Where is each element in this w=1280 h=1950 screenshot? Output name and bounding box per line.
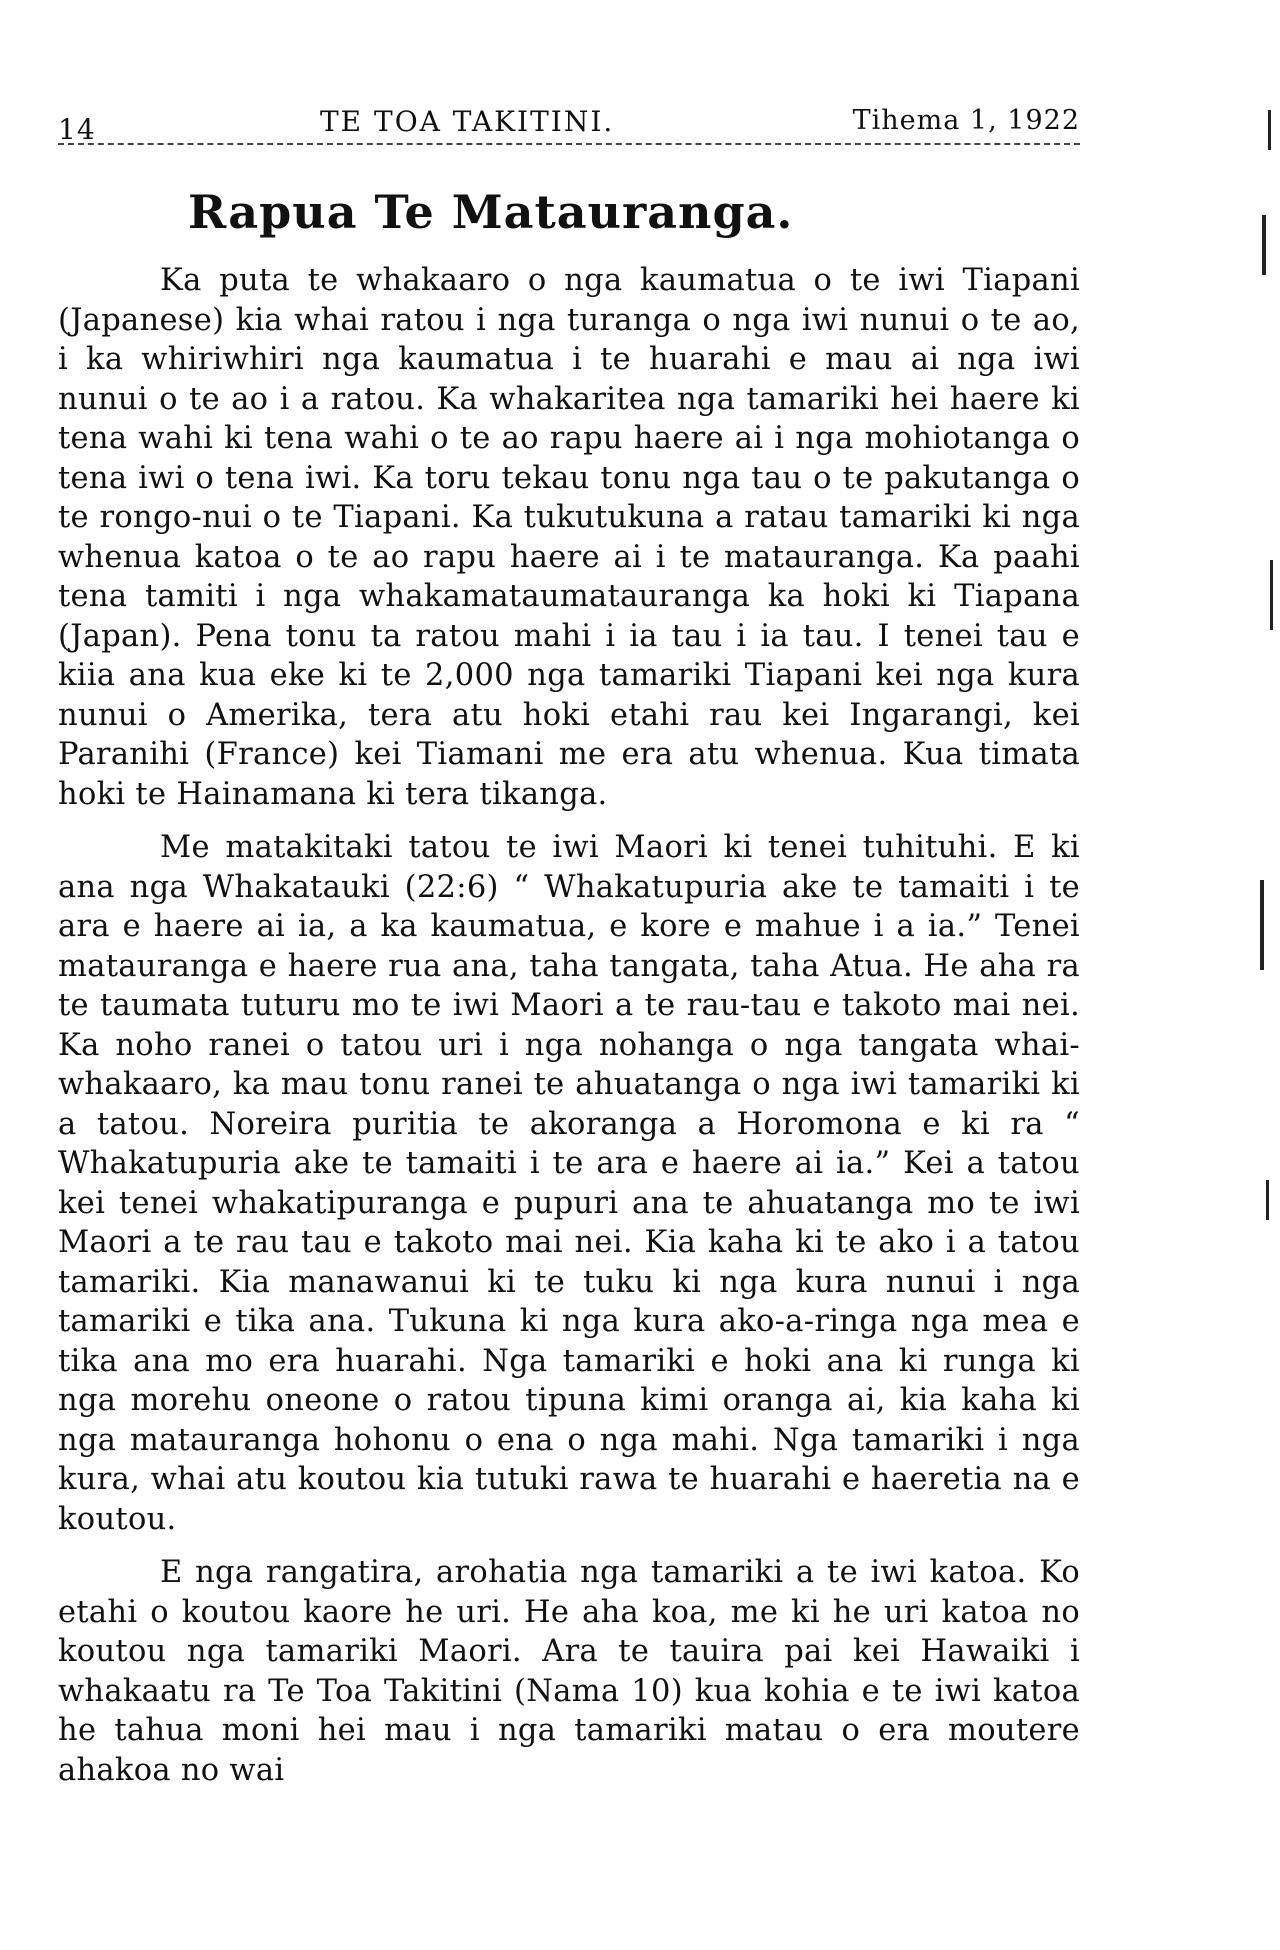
issue-date: Tihema 1, 1922 bbox=[852, 105, 1080, 136]
newspaper-page bbox=[58, 95, 1080, 1804]
article-paragraph: Ka puta te whakaaro o nga kaumatua o te iwi Tiapani (Japanese) kia whai ratou i nga turanga o nga iwi nunui o te ao, i ka whiriwhiri nga kaumatua i te huarahi e mau ai nga iwi nunui o te ao i a ratou. Ka whakaritea nga tamariki hei haere ki tena wahi ki tena wahi o te ao rapu haere ai i nga mohiotanga o tena iwi o tena iwi. Ka toru tekau tonu nga tau o te pakutanga o te rongo-nui o te Tiapani. Ka tukutukuna a ratau tamariki ki nga whenua katoa o te ao rapu haere ai i te matauranga. Ka paahi tena tamiti i nga whakamataumatauranga ka hoki ki Tiapana (Japan). Pena tonu ta ratou mahi i ia tau i ia tau. I tenei tau e kiia ana kua eke ki te 2,000 nga tamariki Tiapani kei nga kura nunui o Amerika, tera atu hoki etahi rau kei Ingarangi, kei Paranihi (France) kei Tiamani me era atu whenua. Kua timata hoki te Hainamana ki tera tikanga. bbox=[58, 263, 1080, 812]
page-number: 14 bbox=[58, 113, 96, 146]
running-title: TE TOA TAKITINI. bbox=[320, 105, 615, 138]
article-paragraph: E nga rangatira, arohatia nga tamariki a te iwi katoa. Ko etahi o koutou kaore he uri. He aha koa, me ki he uri katoa no koutou nga tamariki Maori. Ara te tauira pai kei Hawaiki i whakaatu ra Te Toa Takitini (Nama 10) kua kohia e te iwi katoa he tahua moni hei mau i nga tamariki matau o era moutere ahakoa no wai bbox=[58, 1555, 1080, 1788]
scan-edge-marks bbox=[1250, 0, 1280, 1950]
article-paragraph: Me matakitaki tatou te iwi Maori ki tenei tuhituhi. E ki ana nga Whakatauki (22:6) “ Whakatupuria ake te tamaiti i te ara e haere ai ia, a ka kaumatua, e kore e mahue i a ia.” Tenei matauranga e haere rua ana, taha tangata, taha Atua. He aha ra te taumata tuturu mo te iwi Maori a te rau-tau e takoto mai nei. Ka noho ranei o tatou uri i nga nohanga o nga tangata whai-whakaaro, ka mau tonu ranei te ahuatanga o nga iwi tamariki ki a tatou. Noreira puritia te akoranga a Horomona e ki ra “ Whakatupuria ake te tamaiti i te ara e haere ai ia.” Kei a tatou kei tenei whakatipuranga e pupuri ana te ahuatanga mo te iwi Maori a te rau tau e takoto mai nei. Kia kaha ki te ako i a tatou tamariki. Kia manawanui ki te tuku ki nga kura nunui i nga tamariki e tika ana. Tukuna ki nga kura ako-a-ringa nga mea e tika ana mo era huarahi. Nga tamariki e hoki ana ki runga ki nga morehu oneone o ratou tipuna kimi oranga ai, kia kaha ki nga matauranga hohonu o ena o nga mahi. Nga tamariki i nga kura, whai atu koutou kia tutuki rawa te huarahi e haeretia na e koutou. bbox=[58, 830, 1080, 1537]
page-header bbox=[58, 95, 1080, 145]
article-title: Rapua Te Matauranga. bbox=[188, 185, 794, 239]
article-body bbox=[58, 261, 1080, 1790]
